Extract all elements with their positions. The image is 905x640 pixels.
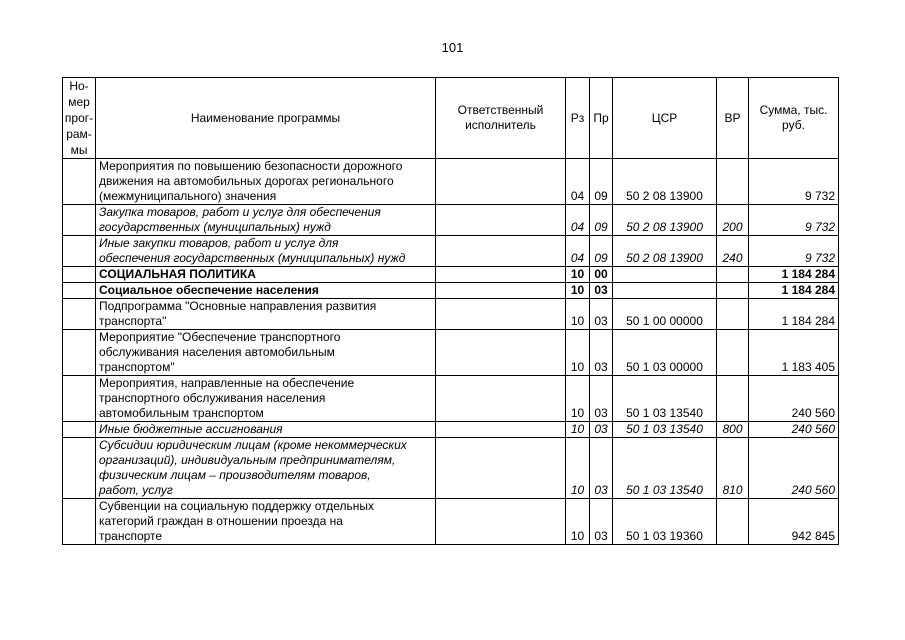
rz-cell: 10 — [566, 267, 590, 283]
pr-cell: 03 — [590, 283, 613, 299]
table-row — [63, 376, 839, 422]
rz-cell: 10 — [566, 283, 590, 299]
budget-table — [62, 77, 839, 545]
program-number-cell — [63, 267, 96, 283]
pr-cell: 03 — [590, 330, 613, 376]
program-number-cell — [63, 299, 96, 330]
rz-cell: 04 — [566, 159, 590, 205]
header-pr: Пр — [590, 78, 613, 159]
csr-cell: 50 1 03 19360 — [613, 499, 717, 545]
program-number-cell — [63, 283, 96, 299]
csr-cell: 50 1 03 00000 — [613, 330, 717, 376]
header-rz: Рз — [566, 78, 590, 159]
vr-cell: 200 — [717, 205, 749, 236]
rz-cell: 10 — [566, 499, 590, 545]
program-name-cell: Мероприятия, направленные на обеспечение транспортного обслуживания населения автомобильным транспортом — [96, 376, 436, 422]
csr-cell: 50 2 08 13900 — [613, 159, 717, 205]
table-row — [63, 205, 839, 236]
sum-cell: 240 560 — [749, 422, 839, 438]
header-sum: Сумма, тыс. руб. — [749, 78, 839, 159]
responsible-cell — [436, 205, 566, 236]
responsible-cell — [436, 267, 566, 283]
table-body — [63, 159, 839, 545]
header-row — [63, 78, 839, 159]
sum-cell: 1 184 284 — [749, 267, 839, 283]
table-row — [63, 330, 839, 376]
rz-cell: 10 — [566, 438, 590, 499]
page-number: 101 — [441, 40, 464, 55]
csr-cell: 50 1 03 13540 — [613, 422, 717, 438]
csr-cell — [613, 267, 717, 283]
program-name-cell: Иные закупки товаров, работ и услуг для обеспечения государственных (муниципальных) нужд — [96, 236, 436, 267]
program-name-cell: Иные бюджетные ассигнования — [96, 422, 436, 438]
program-name-cell: СОЦИАЛЬНАЯ ПОЛИТИКА — [96, 267, 436, 283]
pr-cell: 03 — [590, 422, 613, 438]
program-name-cell: Социальное обеспечение населения — [96, 283, 436, 299]
vr-cell: 800 — [717, 422, 749, 438]
program-name-cell: Подпрограмма "Основные направления развития транспорта" — [96, 299, 436, 330]
pr-cell: 09 — [590, 205, 613, 236]
program-number-cell — [63, 499, 96, 545]
sum-cell: 942 845 — [749, 499, 839, 545]
program-name-cell: Мероприятия по повышению безопасности дорожного движения на автомобильных дорогах регионального (межмуниципального) значения — [96, 159, 436, 205]
rz-cell: 10 — [566, 376, 590, 422]
vr-cell — [717, 376, 749, 422]
rz-cell: 10 — [566, 330, 590, 376]
responsible-cell — [436, 299, 566, 330]
table-row — [63, 499, 839, 545]
pr-cell: 03 — [590, 438, 613, 499]
vr-cell — [717, 283, 749, 299]
sum-cell: 1 184 284 — [749, 283, 839, 299]
responsible-cell — [436, 499, 566, 545]
program-name-cell: Закупка товаров, работ и услуг для обеспечения государственных (муниципальных) нужд — [96, 205, 436, 236]
csr-cell: 50 1 00 00000 — [613, 299, 717, 330]
table-row — [63, 299, 839, 330]
header-responsible: Ответственный исполнитель — [436, 78, 566, 159]
rz-cell: 04 — [566, 236, 590, 267]
responsible-cell — [436, 283, 566, 299]
header-number: Но-мер прог-рам-мы — [63, 78, 96, 159]
pr-cell: 09 — [590, 236, 613, 267]
pr-cell: 03 — [590, 299, 613, 330]
table-row — [63, 267, 839, 283]
sum-cell: 240 560 — [749, 376, 839, 422]
responsible-cell — [436, 438, 566, 499]
responsible-cell — [436, 159, 566, 205]
vr-cell: 240 — [717, 236, 749, 267]
vr-cell — [717, 299, 749, 330]
program-number-cell — [63, 330, 96, 376]
csr-cell — [613, 283, 717, 299]
csr-cell: 50 1 03 13540 — [613, 438, 717, 499]
table-row — [63, 159, 839, 205]
program-name-cell: Субсидии юридическим лицам (кроме некоммерческих организаций), индивидуальным предпринимателям, физическим лицам – производителям товаров, работ, услуг — [96, 438, 436, 499]
vr-cell — [717, 267, 749, 283]
csr-cell: 50 2 08 13900 — [613, 205, 717, 236]
program-name-cell: Субвенции на социальную поддержку отдельных категорий граждан в отношении проезда на транспорте — [96, 499, 436, 545]
sum-cell: 9 732 — [749, 236, 839, 267]
sum-cell: 1 183 405 — [749, 330, 839, 376]
table-row — [63, 236, 839, 267]
vr-cell — [717, 499, 749, 545]
sum-cell: 240 560 — [749, 438, 839, 499]
pr-cell: 00 — [590, 267, 613, 283]
program-name-cell: Мероприятие "Обеспечение транспортного обслуживания населения автомобильным транспортом" — [96, 330, 436, 376]
table-row — [63, 283, 839, 299]
program-number-cell — [63, 159, 96, 205]
csr-cell: 50 1 03 13540 — [613, 376, 717, 422]
header-csr: ЦСР — [613, 78, 717, 159]
sum-cell: 1 184 284 — [749, 299, 839, 330]
vr-cell: 810 — [717, 438, 749, 499]
responsible-cell — [436, 376, 566, 422]
rz-cell: 04 — [566, 205, 590, 236]
table-row — [63, 422, 839, 438]
program-number-cell — [63, 205, 96, 236]
rz-cell: 10 — [566, 422, 590, 438]
vr-cell — [717, 330, 749, 376]
responsible-cell — [436, 236, 566, 267]
table-row — [63, 438, 839, 499]
rz-cell: 10 — [566, 299, 590, 330]
csr-cell: 50 2 08 13900 — [613, 236, 717, 267]
pr-cell: 09 — [590, 159, 613, 205]
header-name: Наименование программы — [96, 78, 436, 159]
responsible-cell — [436, 422, 566, 438]
pr-cell: 03 — [590, 376, 613, 422]
responsible-cell — [436, 330, 566, 376]
program-number-cell — [63, 376, 96, 422]
sum-cell: 9 732 — [749, 205, 839, 236]
program-number-cell — [63, 236, 96, 267]
program-number-cell — [63, 438, 96, 499]
program-number-cell — [63, 422, 96, 438]
pr-cell: 03 — [590, 499, 613, 545]
sum-cell: 9 732 — [749, 159, 839, 205]
vr-cell — [717, 159, 749, 205]
header-vr: ВР — [717, 78, 749, 159]
